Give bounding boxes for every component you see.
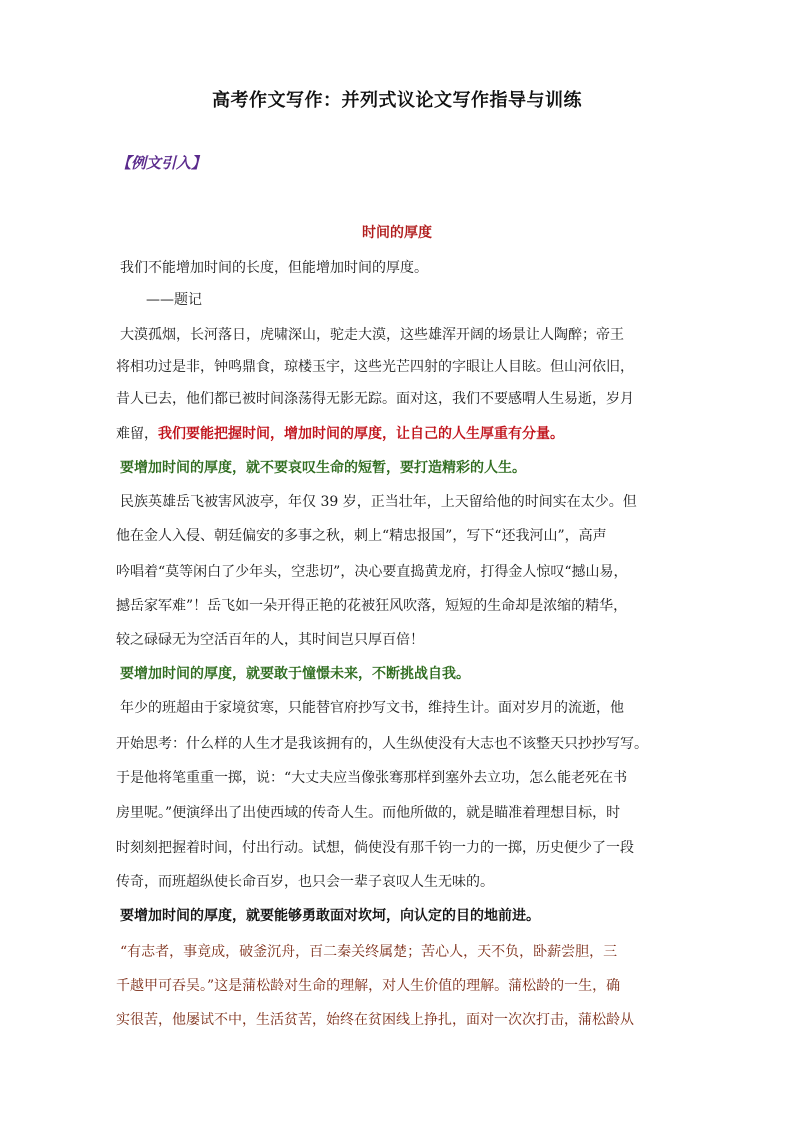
essay-title: 时间的厚度 <box>362 225 432 241</box>
epigraph: 我们不能增加时间的长度，但能增加时间的厚度。 <box>120 260 428 276</box>
paragraph-line: 传奇，而班超纵使长命百岁，也只会一辈子哀叹人生无味的。 <box>116 874 494 890</box>
paragraph-text: 难留， <box>116 426 158 442</box>
paragraph-line <box>116 424 716 444</box>
paragraph-line: 他在金人入侵、朝廷偏安的多事之秋，刺上“精忠报国”，写下“还我河山”，高声 <box>116 528 607 544</box>
paragraph-line: 大漠孤烟，长河落日，虎啸深山，驼走大漠，这些雄浑开阔的场景让人陶醉；帝王 <box>120 327 624 343</box>
paragraph-line: 时刻刻把握着时间，付出行动。试想，倘使没有那千钧一力的一掷，历史便少了一段 <box>116 840 634 856</box>
paragraph-line: 于是他将笔重重一掷，说：“大丈夫应当像张骞那样到塞外去立功，怎么能老死在书 <box>116 770 628 786</box>
paragraph-line: 较之碌碌无为空活百年的人，其时间岂只厚百倍！ <box>116 632 424 648</box>
epigraph-source: ——题记 <box>146 292 202 308</box>
paragraph-line: 吟唱着“莫等闲白了少年头，空悲切”，决心要直捣黄龙府，打得金人惊叹“撼山易， <box>116 564 628 580</box>
sub-thesis-2: 要增加时间的厚度，就要敢于憧憬未来，不断挑战自我。 <box>120 666 470 682</box>
paragraph-line: 实很苦，他屡试不中，生活贫苦，始终在贫困线上挣扎，面对一次次打击，蒲松龄从 <box>116 1012 634 1028</box>
paragraph-line: 房里呢。”便演绎出了出使西域的传奇人生。而他所做的，就是瞄准着理想目标，时 <box>116 805 621 821</box>
central-thesis: 我们要能把握时间，增加时间的厚度，让自己的人生厚重有分量。 <box>158 426 564 442</box>
document-title: 高考作文写作：并列式议论文写作指导与训练 <box>212 90 582 111</box>
paragraph-line: 民族英雄岳飞被害风波亭，年仅 39 岁，正当壮年，上天留给他的时间实在太少。但 <box>120 494 637 510</box>
paragraph-line: 开始思考：什么样的人生才是我该拥有的，人生纵使没有大志也不该整天只抄抄写写。 <box>116 736 648 752</box>
paragraph-line: 年少的班超由于家境贫寒，只能替官府抄写文书，维持生计。面对岁月的流逝，他 <box>120 700 624 716</box>
paragraph-line: 千越甲可吞吴。”这是蒲松龄对生命的理解，对人生价值的理解。蒲松龄的一生，确 <box>116 978 621 994</box>
paragraph-line: 撼岳家军难”！岳飞如一朵开得正艳的花被狂风吹落，短短的生命却是浓缩的精华， <box>116 598 628 614</box>
sub-thesis-3: 要增加时间的厚度，就要能够勇敢面对坎坷，向认定的目的地前进。 <box>120 908 540 924</box>
paragraph-line: 将相功过是非，钟鸣鼎食，琼楼玉宇，这些光芒四射的字眼让人目眩。但山河依旧， <box>116 359 634 375</box>
paragraph-line: “有志者，事竟成，破釜沉舟，百二秦关终属楚；苦心人，天不负，卧薪尝胆，三 <box>120 944 618 960</box>
sub-thesis-1: 要增加时间的厚度，就不要哀叹生命的短暂，要打造精彩的人生。 <box>120 460 526 476</box>
paragraph-line: 昔人已去，他们都已被时间涤荡得无影无踪。面对这，我们不要感喟人生易逝，岁月 <box>116 391 634 407</box>
section-tag: 【例文引入】 <box>116 154 207 172</box>
